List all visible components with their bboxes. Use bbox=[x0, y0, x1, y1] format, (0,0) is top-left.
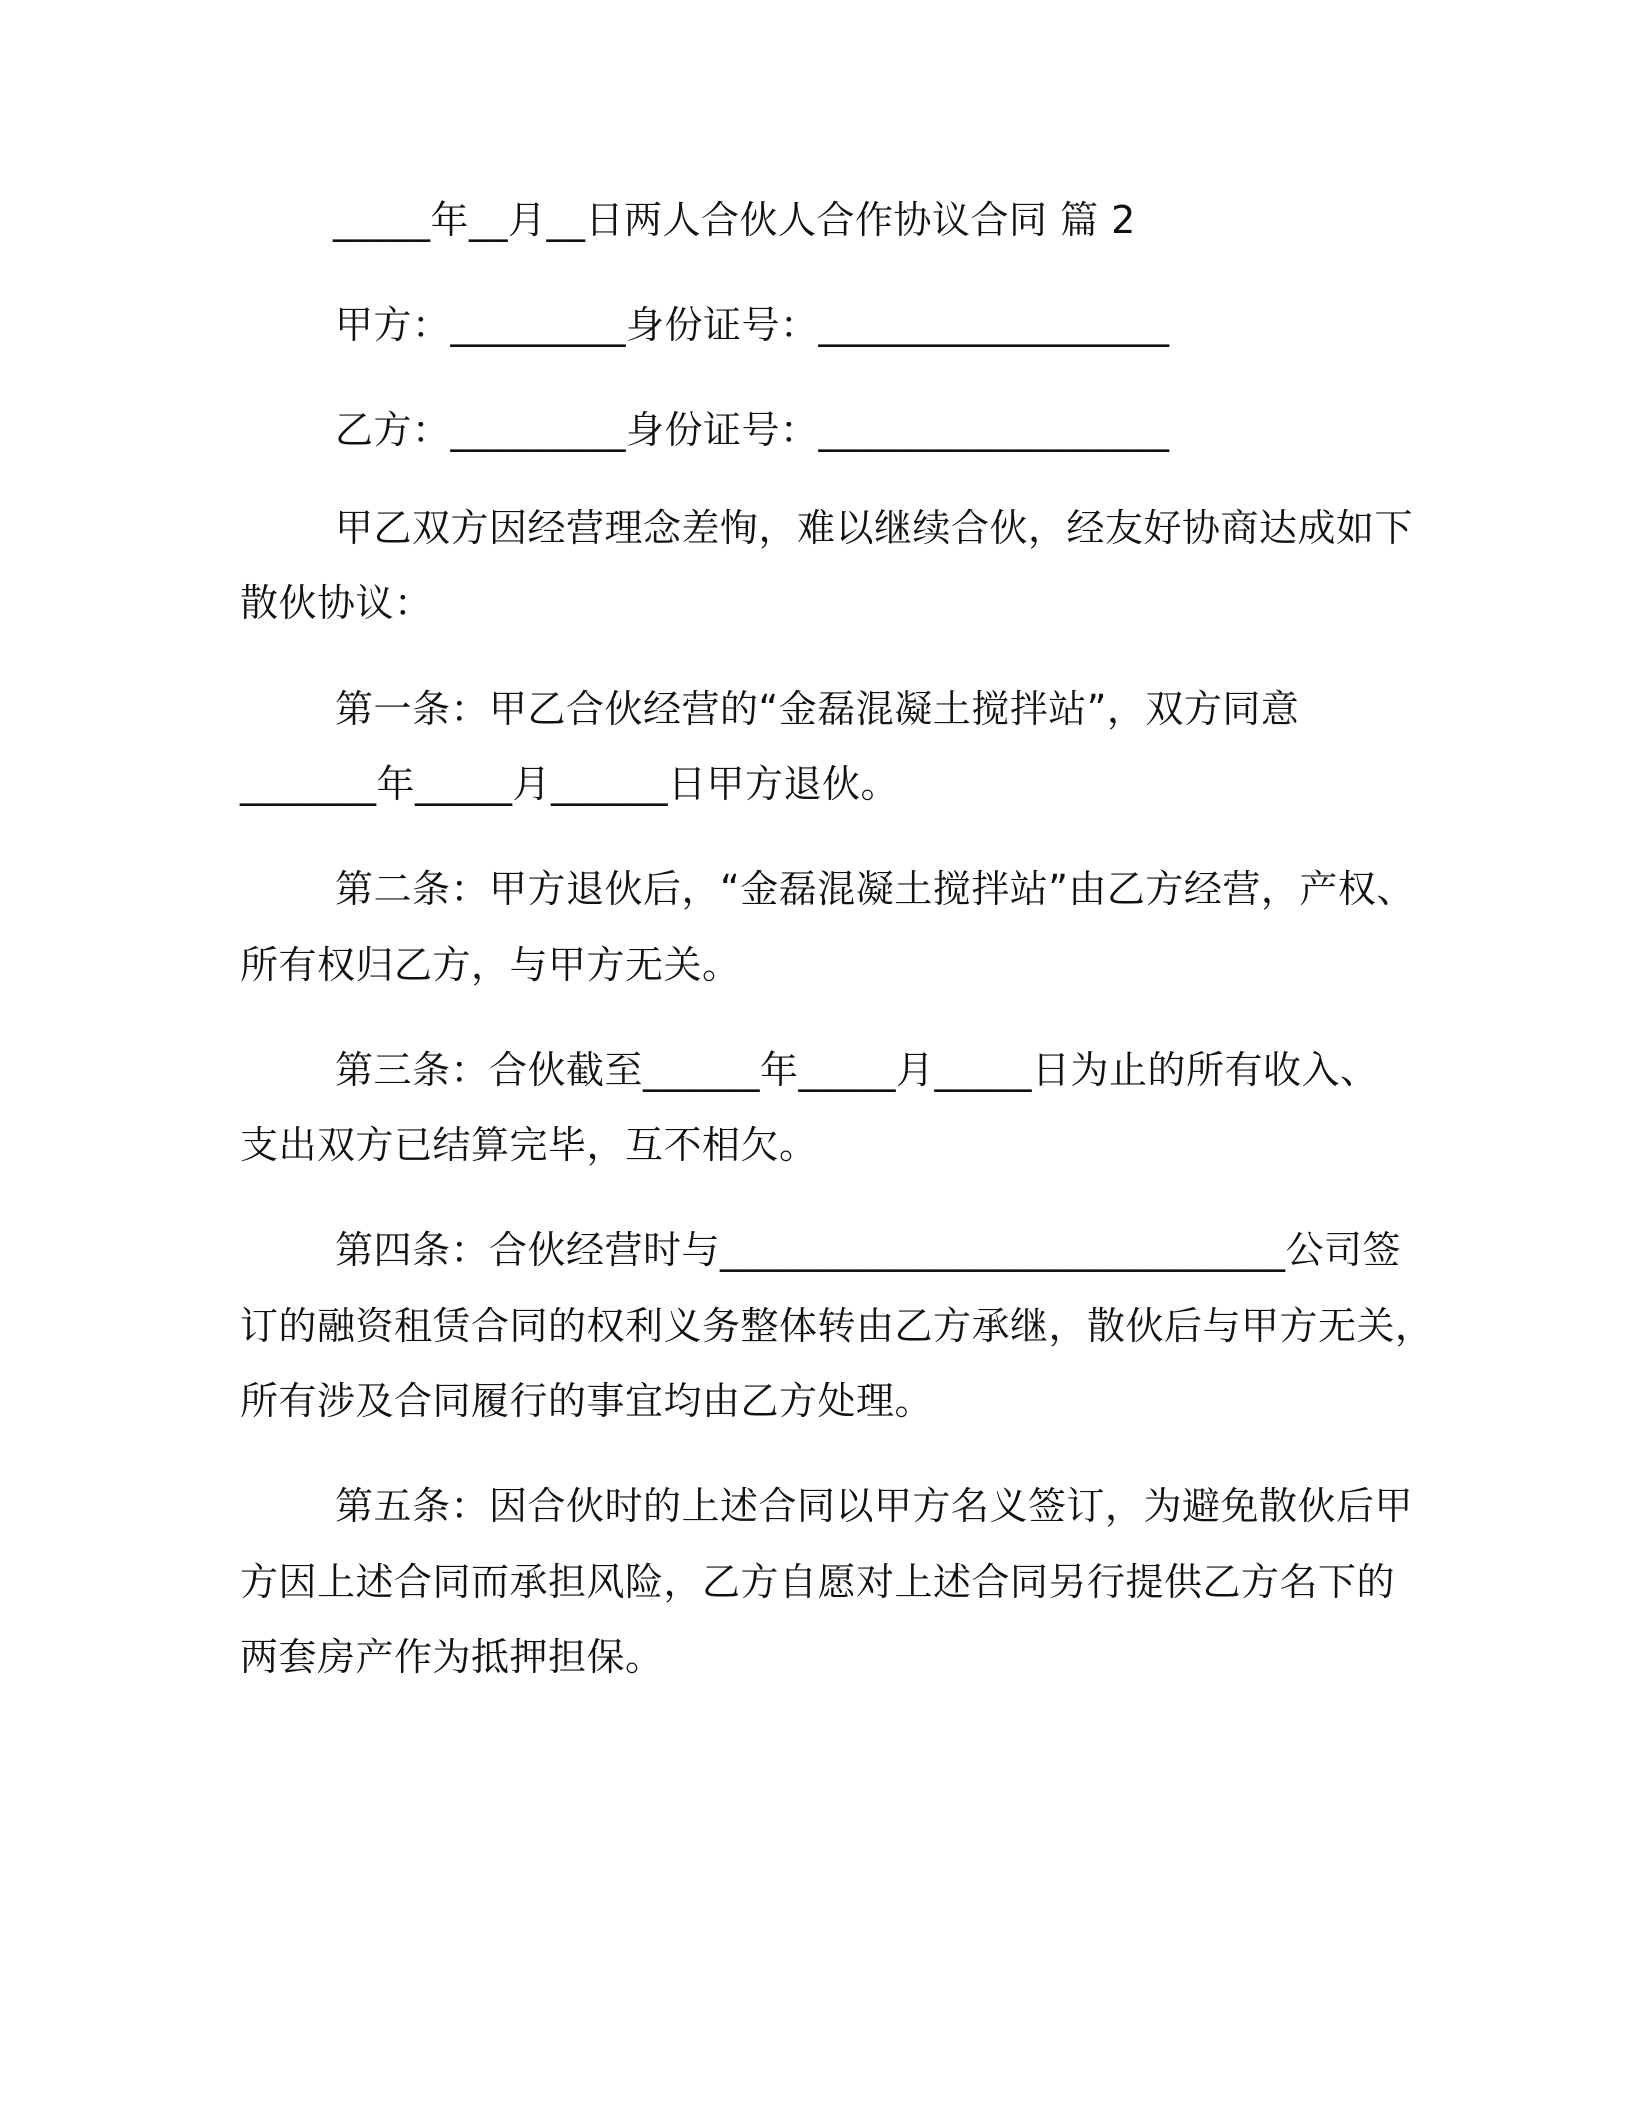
clause-3-line-2: 支出双方已结算完毕，互不相欠。 bbox=[240, 1123, 818, 1167]
document-title: _____年__月__日两人合伙人合作协议合同 篇 2 bbox=[333, 198, 1136, 242]
intro-line-2: 散伙协议： bbox=[240, 581, 433, 625]
clause-2-line-1: 第二条：甲方退伙后，“金磊混凝土搅拌站”由乙方经营，产权、 bbox=[335, 867, 1415, 911]
clause-4-line-2: 订的融资租赁合同的权利义务整体转由乙方承继，散伙后与甲方无关， bbox=[240, 1304, 1434, 1348]
clause-2-line-2: 所有权归乙方，与甲方无关。 bbox=[240, 943, 741, 987]
party-b-line: 乙方：_________身份证号：__________________ bbox=[335, 408, 1170, 452]
intro-line-1: 甲乙双方因经营理念差恂，难以继续合伙，经友好协商达成如下 bbox=[335, 506, 1414, 550]
clause-4-line-3: 所有涉及合同履行的事宜均由乙方处理。 bbox=[240, 1379, 934, 1423]
clause-1-line-1: 第一条：甲乙合伙经营的“金磊混凝土搅拌站”，双方同意 bbox=[335, 687, 1300, 731]
clause-4-line-1: 第四条：合伙经营时与_____________________________公司签 bbox=[335, 1228, 1402, 1272]
clause-5-line-3: 两套房产作为抵押担保。 bbox=[240, 1635, 664, 1679]
party-a-line: 甲方：_________身份证号：__________________ bbox=[335, 303, 1170, 347]
clause-3-line-1: 第三条：合伙截至______年_____月_____日为止的所有收入、 bbox=[335, 1048, 1379, 1092]
clause-1-line-2: _______年_____月______日甲方退伙。 bbox=[240, 762, 900, 806]
clause-5-line-1: 第五条：因合伙时的上述合同以甲方名义签订，为避免散伙后甲 bbox=[335, 1484, 1414, 1528]
clause-5-line-2: 方因上述合同而承担风险，乙方自愿对上述合同另行提供乙方名下的 bbox=[240, 1560, 1396, 1604]
